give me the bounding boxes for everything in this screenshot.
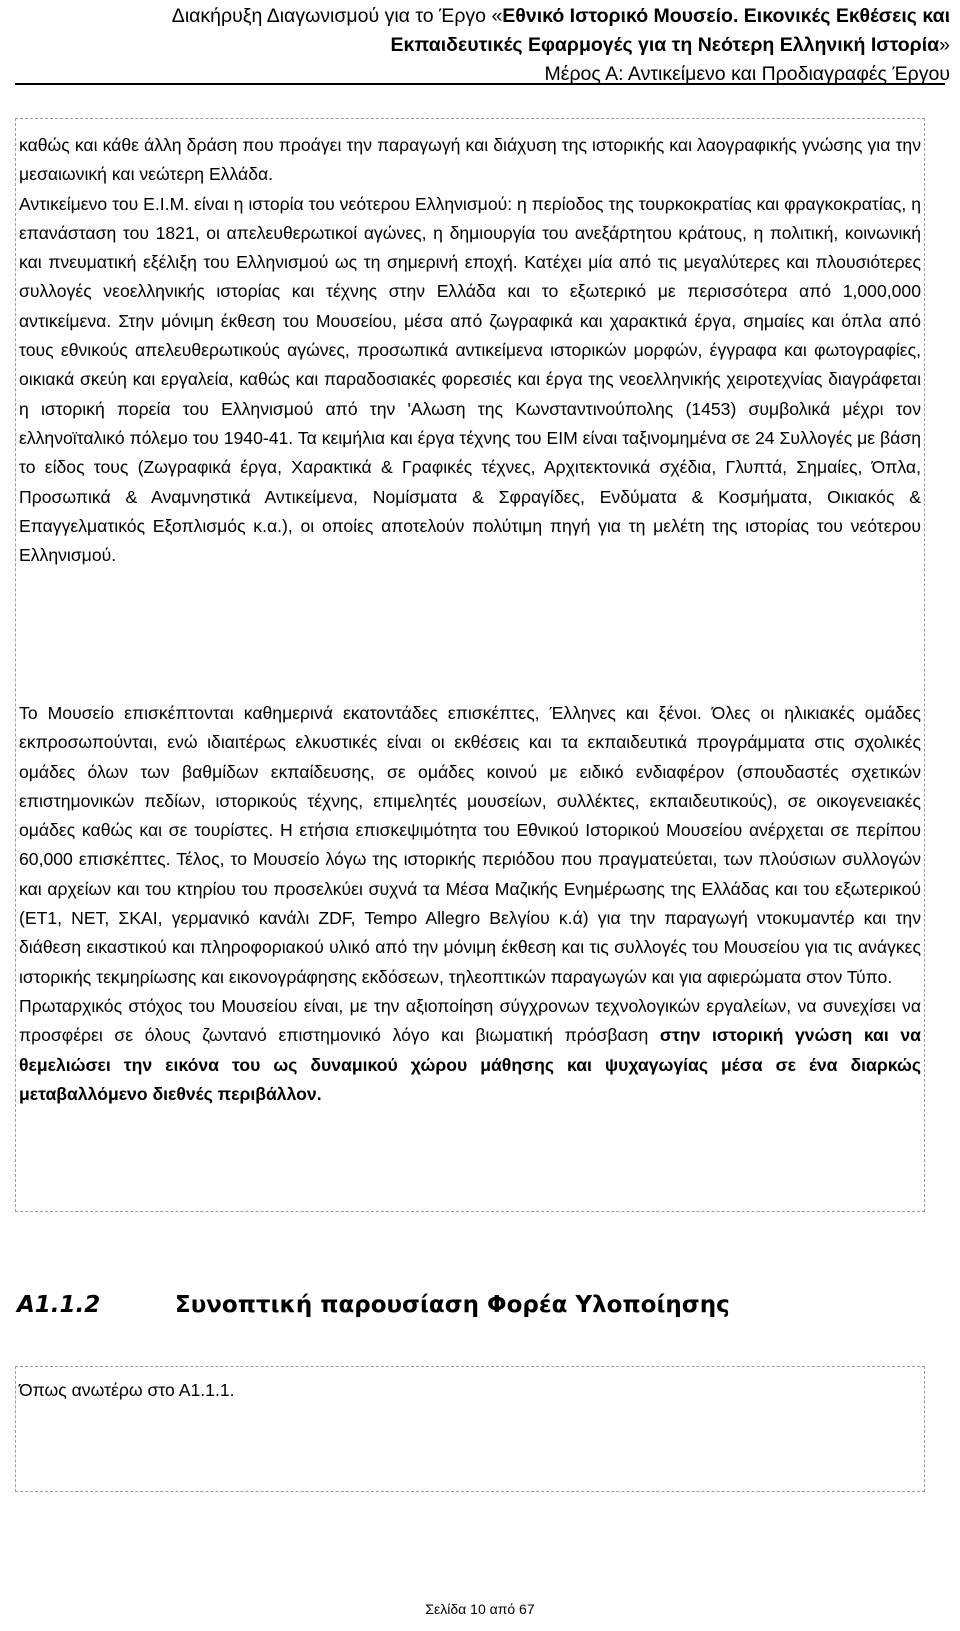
- page-number: Σελίδα 10 από 67: [425, 1601, 535, 1617]
- paragraph-dissemination: καθώς και κάθε άλλη δράση που προάγει την παραγωγή και διάχυση της ιστορικής και λαογραφικής γνώσης για την μεσαιωνική και νεώτερη Ελλάδα.: [19, 135, 921, 185]
- header-line-1: Διακήρυξη Διαγωνισμού για το Έργο «Εθνικό Ιστορικό Μουσείο. Εικονικές Εκθέσεις και: [171, 5, 950, 27]
- body-text-block-2: [19, 699, 921, 1109]
- paragraph-reference: Όπως ανωτέρω στο Α1.1.1.: [19, 1380, 235, 1400]
- header-divider: [15, 83, 945, 85]
- body-text-block-1: [19, 131, 921, 570]
- paragraph-primary-goal: Πρωταρχικός στόχος του Μουσείου είναι, με την αξιοποίηση σύγχρονων τεχνολογικών εργαλείων, να συνεχίσει να προσφέρει σε όλους ζωντανό επιστημονικό λόγο και βιωματική πρόσβαση στην ιστορική γνώση και να θεμελιώσει την εικόνα του ως δυναμικού χώρου μάθησης και ψυχαγωγίας μέσα σε ένα διαρκώς μεταβαλλόμενο διεθνές περιβάλλον.: [19, 995, 921, 1104]
- project-title-part-2: Εκπαιδευτικές Εφαρμογές για τη Νεότερη Ελληνική Ιστορία: [390, 34, 940, 56]
- header-line-3: Μέρος Α: Αντικείμενο και Προδιαγραφές Έργου: [544, 63, 950, 85]
- body-text-block-3: [19, 1376, 921, 1405]
- header-line-2: Εκπαιδευτικές Εφαρμογές για τη Νεότερη Ελληνική Ιστορία»: [390, 34, 950, 56]
- section-title: Συνοπτική παρουσίαση Φορέα Υλοποίησης: [175, 1292, 730, 1318]
- project-title-part-1: Εθνικό Ιστορικό Μουσείο. Εικονικές Εκθέσεις και: [502, 5, 950, 27]
- goal-emphasis: στην ιστορική γνώση και να θεμελιώσει την εικόνα του ως δυναμικού χώρου μάθησης και ψυχαγωγίας μέσα σε ένα διαρκώς μεταβαλλόμενο διεθνές περιβάλλον.: [19, 1025, 921, 1104]
- page-header: [130, 2, 950, 89]
- section-number: Α1.1.2: [17, 1292, 101, 1318]
- section-heading: [17, 1287, 937, 1323]
- paragraph-visitors: Το Μουσείο επισκέπτονται καθημερινά εκατοντάδες επισκέπτες, Έλληνες και ξένοι. Όλες οι ηλικιακές ομάδες εκπροσωπούνται, ενώ ιδιαιτέρως ελκυστικές είναι οι εκθέσεις και τα εκπαιδευτικά προγράμματα στις σχολικές ομάδες όλων των βαθμίδων εκπαίδευσης, σε ομάδες κοινού με ειδικό ενδιαφέρον (σπουδαστές σχετικών επιστημονικών πεδίων, ιστορικούς τέχνης, επιμελητές μουσείων, συλλέκτες, εκπαιδευτικούς), σε οικογενειακές ομάδες καθώς και σε τουρίστες. Η ετήσια επισκεψιμότητα του Εθνικού Ιστορικού Μουσείου ανέρχεται σε περίπου 60,000 επισκέπτες. Τέλος, το Μουσείο λόγω της ιστορικής περιόδου που πραγματεύεται, των πλούσιων συλλογών και αρχείων και του κτηρίου του προσελκύει συχνά τα Μέσα Μαζικής Ενημέρωσης της Ελλάδας και του εξωτερικού (ΕΤ1, ΝΕΤ, ΣΚΑΙ, γερμανικό κανάλι ZDF, Tempo Allegro Βελγίου κ.ά) για την παραγωγή ντοκυμαντέρ και την διάθεση εικαστικού και πληροφοριακού υλικό από την μόνιμη έκθεση και τις συλλογές του Μουσείου για τις ανάγκες ιστορικής τεκμηρίωσης και εικονογράφησης εκδόσεων, τηλεοπτικών παραγωγών και για αφιερώματα στον Τύπο.: [19, 703, 921, 987]
- paragraph-museum-subject: Αντικείμενο του Ε.Ι.Μ. είναι η ιστορία του νεότερου Ελληνισμού: η περίοδος της τουρκοκρατίας και φραγκοκρατίας, η επανάσταση του 1821, οι απελευθερωτικοί αγώνες, η δημιουργία του ανεξάρτητου κράτους, η πολιτική, κοινωνική και πνευματική εξέλιξη του Ελληνισμού ως τη σημερινή εποχή. Κατέχει μία από τις μεγαλύτερες και πλουσιότερες συλλογές νεοελληνικής ιστορίας και τέχνης στην Ελλάδα και το εξωτερικό με περισσότερα από 1,000,000 αντικείμενα. Στην μόνιμη έκθεση του Μουσείου, μέσα από ζωγραφικά και χαρακτικά έργα, σημαίες και όπλα από τους εθνικούς απελευθερωτικούς αγώνες, προσωπικά αντικείμενα ιστορικών μορφών, έγγραφα και φωτογραφίες, οικιακά σκεύη και εργαλεία, καθώς και παραδοσιακές φορεσιές και έργα της νεοελληνικής χειροτεχνίας διαγράφεται η ιστορική πορεία του Ελληνισμού από την 'Αλωση της Κωνσταντινούπολης (1453) συμβολικά μέχρι τον ελληνοϊταλικό πόλεμο του 1940-41. Τα κειμήλια και έργα τέχνης του ΕΙΜ είναι ταξινομημένα σε 24 Συλλογές με βάση το είδος τους (Ζωγραφικά έργα, Χαρακτικά & Γραφικές τέχνες, Αρχιτεκτονικά σχέδια, Γλυπτά, Σημαίες, Όπλα, Προσωπικά & Αναμνηστικά Αντικείμενα, Νομίσματα & Σφραγίδες, Ενδύματα & Κοσμήματα, Οικιακός & Επαγγελματικός Εξοπλισμός κ.α.), οι οποίες αποτελούν πολύτιμη πηγή για τη μελέτη της ιστορίας του νεότερου Ελληνισμού.: [19, 193, 921, 566]
